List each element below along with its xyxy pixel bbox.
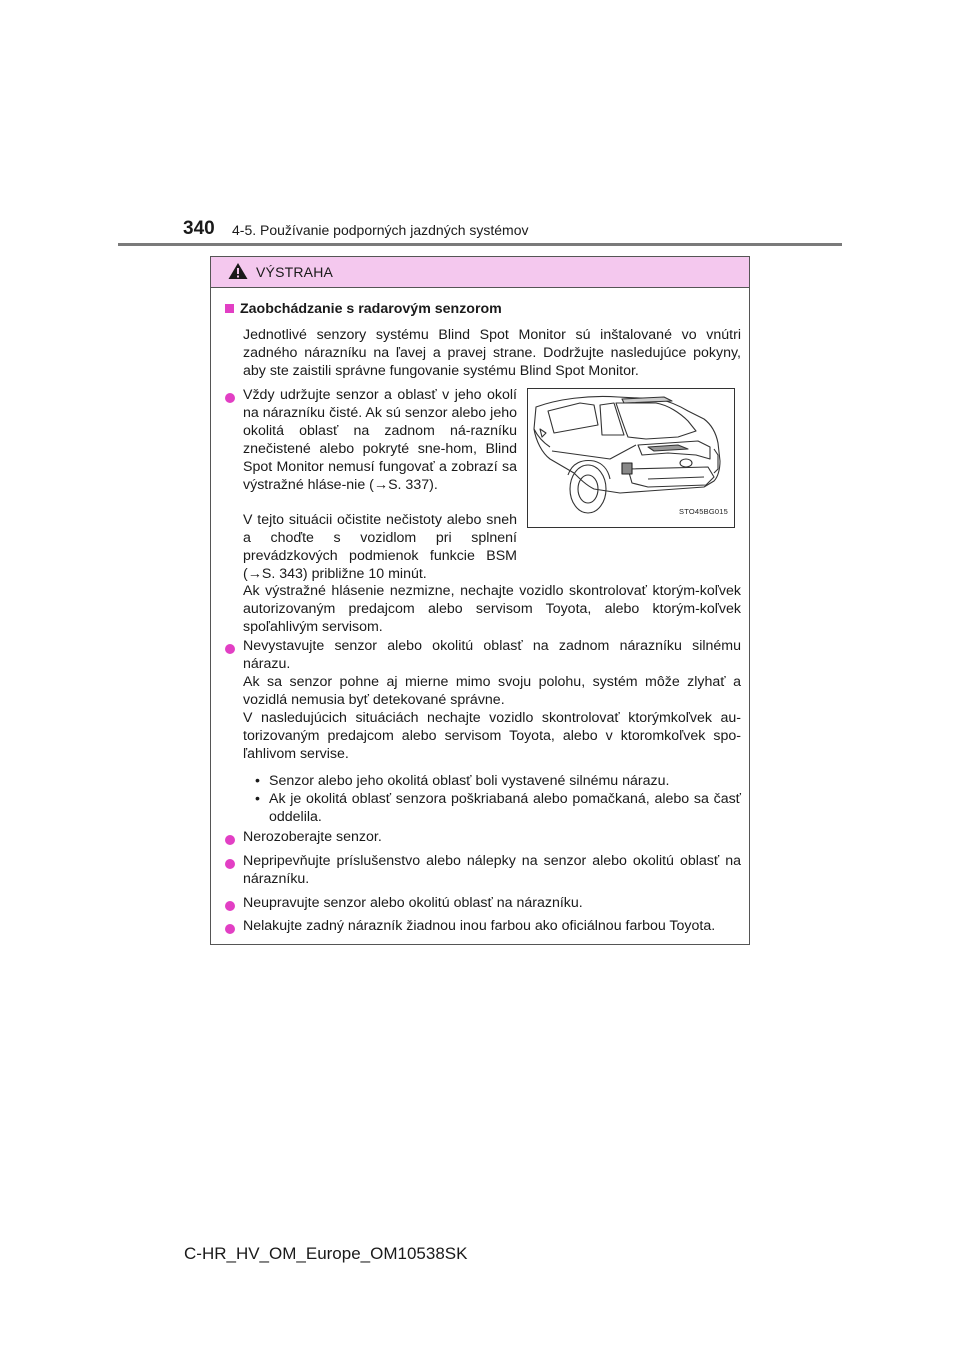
- bullet-3-text: Nerozoberajte senzor.: [243, 829, 382, 845]
- bullet-icon: [225, 859, 235, 869]
- section-heading-text: Zaobchádzanie s radarovým senzorom: [240, 301, 502, 317]
- bullet-icon: [225, 835, 235, 845]
- bullet-1-text-b: V tejto situácii očistite nečistoty alebo sneh a choďte s vozidlom pri splnení prevádzkových podmienok funkcie BSM (→S. 343) približne 10 minút.: [243, 512, 517, 582]
- bullet-icon: [225, 924, 235, 934]
- car-rear-figure: [527, 388, 735, 528]
- warning-title: VÝSTRAHA: [256, 264, 334, 280]
- section-title: 4-5. Používanie podporných jazdných systémov: [232, 222, 529, 238]
- bullet-icon: [225, 644, 235, 654]
- sub-bullet-item: [255, 773, 741, 791]
- square-bullet-icon: [225, 304, 234, 313]
- bullet-4-text: Nepripevňujte príslušenstvo alebo nálepky na senzor alebo okolitú oblasť na nárazníku.: [243, 853, 741, 887]
- bullet-6-text: Nelakujte zadný nárazník žiadnou inou farbou ako oficiálnou farbou Toyota.: [243, 918, 716, 934]
- sub-bullet-text: Ak je okolitá oblasť senzora poškriabaná alebo pomačkaná, alebo sa časť oddelila.: [269, 791, 741, 825]
- warning-content: [211, 288, 749, 944]
- bullet-5-text: Neupravujte senzor alebo okolitú oblasť na nárazníku.: [243, 895, 583, 911]
- bullet-2-text-c: V nasledujúcich situáciách nechajte vozidlo skontrolovať ktorýmkoľvek au-torizovaným predajcom alebo servisom Toyota, alebo v ktoromkoľvek spo-ľahlivom servise.: [243, 710, 741, 762]
- warning-box: [210, 256, 750, 945]
- warning-triangle-icon: [228, 262, 248, 280]
- footer-doc-code: C-HR_HV_OM_Europe_OM10538SK: [184, 1244, 468, 1263]
- section-heading: [225, 301, 502, 319]
- sub-bullet-item: [255, 791, 741, 827]
- page-number: 340: [183, 218, 215, 239]
- bullet-icon: [225, 901, 235, 911]
- warning-header: [211, 257, 749, 288]
- sub-bullet-dot: •: [255, 791, 260, 807]
- bullet-icon: [225, 393, 235, 403]
- bullet-2-text-b: Ak sa senzor pohne aj mierne mimo svoju polohu, systém môže zlyhať a vozidlá nemusia byť detekované správne.: [243, 674, 741, 708]
- bullet-1-text-a: Vždy udržujte senzor a oblasť v jeho okolí na nárazníku čisté. Ak sú senzor alebo jeho okolitá oblasť na zadnom ná-razníku znečistené alebo pokryté sne-hom, Blind Spot Monitor nemusí fungovať a zobrazí sa výstražné hláse-nie (→S. 337).: [243, 387, 517, 493]
- bullet-1-continuation: Ak výstražné hlásenie nezmizne, nechajte vozidlo skontrolovať ktorým-koľvek autorizovaným predajcom alebo servisom Toyota, alebo ktorým-koľvek spoľahlivým servisom.: [243, 583, 741, 635]
- sub-bullet-text: Senzor alebo jeho okolitá oblasť boli vystavené silnému nárazu.: [269, 773, 670, 789]
- sub-bullet-dot: •: [255, 773, 260, 789]
- intro-paragraph: Jednotlivé senzory systému Blind Spot Monitor sú inštalované vo vnútri zadného nárazníku na ľavej a pravej strane. Dodržujte nasledujúce pokyny, aby ste zaistili správne fungovanie systému Blind Spot Monitor.: [243, 327, 741, 379]
- bullet-2-text-a: Nevystavujte senzor alebo okolitú oblasť na zadnom nárazníku silnému nárazu.: [243, 638, 741, 672]
- figure-code: STO45BG015: [679, 507, 728, 517]
- header-rule: [118, 243, 842, 246]
